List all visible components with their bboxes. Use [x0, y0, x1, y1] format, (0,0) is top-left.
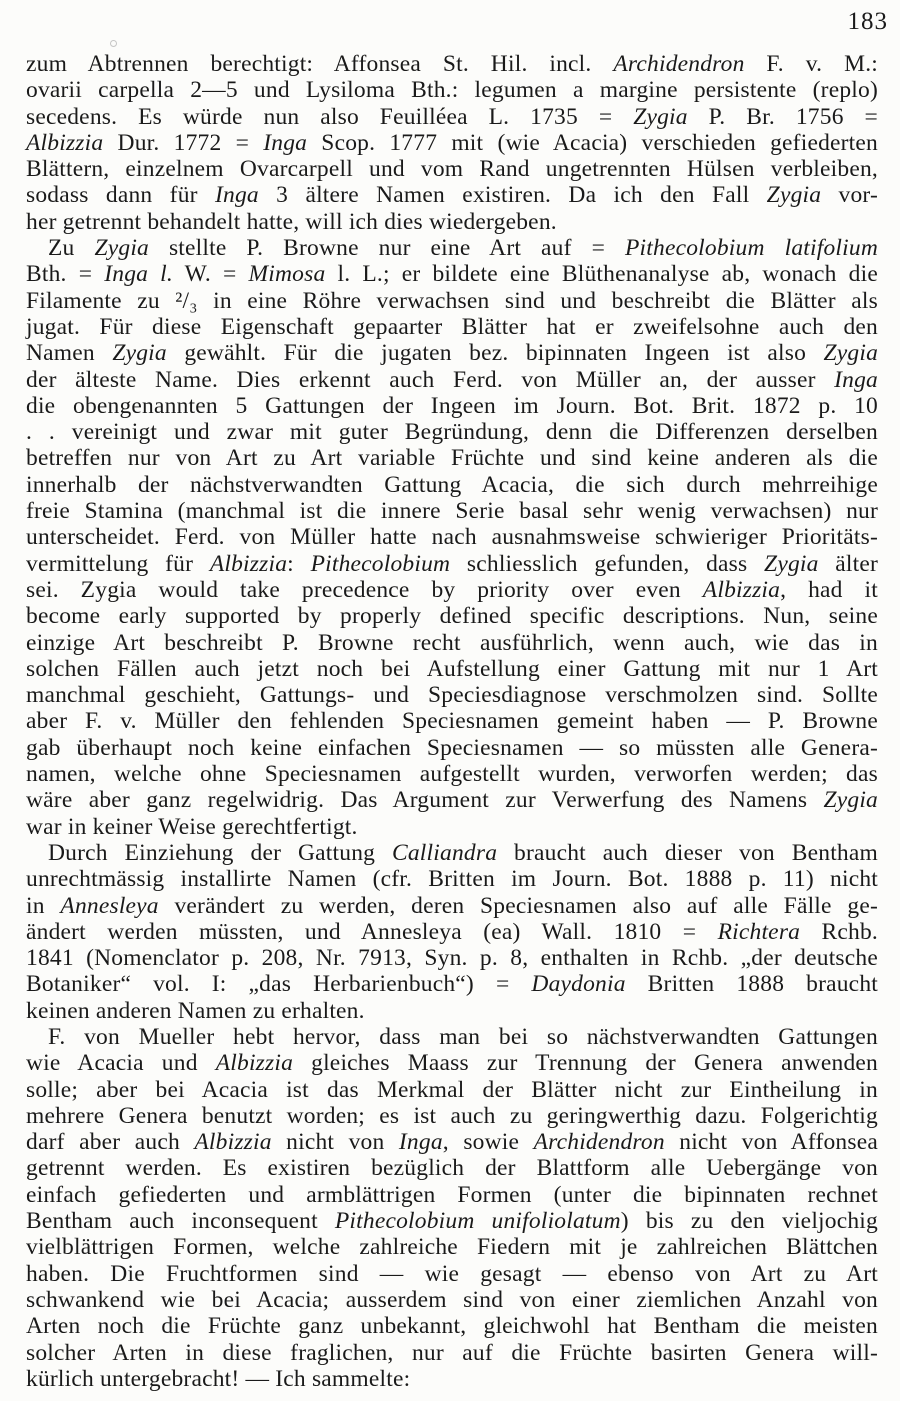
text-line [26, 787, 878, 813]
text-run: nicht von [271, 1129, 399, 1156]
text-line [26, 182, 878, 208]
text-run: darf aber auch [26, 1129, 195, 1156]
text-run: , sowie [442, 1129, 534, 1156]
italic-text-run: Archidendron [533, 1129, 665, 1156]
page-body [26, 51, 878, 1392]
text-run: wie Acacia und [26, 1050, 216, 1077]
text-run: ändert werden müssten, und Annesleya (ea) Wall. 1810 = [26, 918, 718, 945]
text-run: Durch Einziehung der Gattung [48, 839, 392, 866]
text-run: betreffen nur von Art zu Art variable Früchte und sind keine anderen als die [26, 445, 878, 472]
text-line [26, 998, 878, 1024]
italic-text-run: Archidendron [613, 51, 745, 77]
text-run: l. L.; er bildete eine Blüthenanalyse ab, wonach die [325, 261, 878, 288]
italic-text-run: Zygia [823, 787, 878, 814]
text-run: Zu [48, 235, 95, 262]
text-run: einfach gefiederten und armblättrigen Formen (unter die bipinnaten rechnet [26, 1181, 878, 1208]
text-line [26, 288, 878, 314]
text-line [26, 1129, 878, 1155]
text-run: nicht von Affonsea [664, 1129, 878, 1156]
text-line [26, 340, 878, 366]
paragraph [26, 1024, 878, 1392]
text-line [26, 104, 878, 130]
text-run: wäre aber ganz regelwidrig. Das Argument zur Verwerfung des Namens [26, 787, 824, 814]
text-line [26, 209, 878, 235]
text-run: Bentham auch inconsequent [26, 1208, 335, 1235]
italic-text-run: Albizzia [209, 550, 288, 577]
text-run: gab überhaupt noch keine einfachen Speciesnamen — so müssten alle Genera- [26, 734, 878, 761]
text-line [26, 1340, 878, 1366]
text-line [26, 814, 878, 840]
text-line [26, 840, 878, 866]
italic-text-run: Inga [398, 1129, 443, 1156]
text-run: mehrere Genera benutzt worden; es ist auch zu geringwerthig dazu. Folgerichtig [26, 1102, 878, 1129]
text-line [26, 393, 878, 419]
text-run: become early supported by properly defined specific descriptions. Nun, seine [26, 603, 878, 630]
text-run: innerhalb der nächstverwandten Gattung Acacia, die sich durch mehrreihige [26, 471, 878, 498]
text-run: Dur. 1772 = [103, 129, 264, 156]
text-line [26, 1287, 878, 1313]
italic-text-run: Zygia [764, 550, 819, 577]
text-line [26, 919, 878, 945]
text-run: vermittelung für [26, 550, 210, 577]
text-line [26, 1208, 878, 1234]
text-line [26, 551, 878, 577]
text-run: vor- [821, 182, 878, 209]
italic-text-run: Inga [263, 129, 308, 156]
text-run: schliesslich gefunden, dass [450, 550, 765, 577]
text-run: gleiches Maass zur Trennung der Genera anwenden [293, 1050, 878, 1077]
text-run: ovarii carpella 2—5 und Lysiloma Bth.: legumen a margine persistente (replo) [26, 77, 878, 104]
page-number: 183 [847, 8, 888, 35]
italic-text-run: Inga [214, 182, 259, 209]
text-run: zum Abtrennen berechtigt: Affonsea St. Hil. incl. [26, 51, 614, 77]
text-run: sei. Zygia would take precedence by priority over even [26, 576, 703, 603]
text-line [26, 1103, 878, 1129]
text-line [26, 498, 878, 524]
paragraph [26, 51, 878, 235]
text-line [26, 445, 878, 471]
scan-artifact [110, 40, 117, 47]
text-run: solcher Arten in diese fraglichen, nur auf die Früchte basirten Genera will- [26, 1339, 878, 1366]
text-run: Arten noch die Früchte ganz unbekannt, gleichwohl hat Bentham die meisten [26, 1313, 878, 1340]
text-line [26, 866, 878, 892]
paragraph [26, 840, 878, 1024]
text-run: Botaniker“ vol. I: „das Herbarienbuch“) = [26, 971, 532, 998]
italic-text-run: Richtera [717, 918, 801, 945]
text-run: schwankend wie bei Acacia; ausserdem sind von einer ziemlichen Anzahl von [26, 1286, 878, 1313]
text-run: F. von Mueller hebt hervor, dass man bei so nächstverwandten Gattungen [48, 1023, 878, 1050]
text-line [26, 1234, 878, 1260]
text-line [26, 735, 878, 761]
text-line [26, 630, 878, 656]
text-run: unterscheidet. Ferd. von Müller hatte nach ausnahmsweise schwieriger Prioritäts- [26, 524, 878, 551]
text-run: die obengenannten 5 Gattungen der Ingeen im Journ. Bot. Brit. 1872 p. 10 [26, 392, 878, 419]
text-line [26, 945, 878, 971]
text-line [26, 1050, 878, 1076]
italic-text-run: Annesleya [60, 892, 159, 919]
text-line [26, 971, 878, 997]
text-line [26, 314, 878, 340]
text-run: : [287, 550, 311, 577]
text-run: her getrennt behandelt hatte, will ich dies wiedergeben. [26, 208, 557, 235]
italic-text-run: Zygia [633, 103, 688, 130]
text-line [26, 261, 878, 287]
italic-text-run: Pithecolobium unifoliolatum [334, 1208, 621, 1235]
text-run: W. = [172, 261, 249, 288]
text-run: gewählt. Für die jugaten bez. bipinnaten Ingeen ist also [166, 340, 824, 367]
text-run: sodass dann für [26, 182, 215, 209]
text-run: keinen anderen Namen zu erhalten. [26, 997, 365, 1024]
text-run: haben. Die Fruchtformen sind — wie gesagt — ebenso von Art zu Art [26, 1260, 878, 1287]
text-run: Namen [26, 340, 113, 367]
italic-text-run: Zygia [823, 340, 879, 367]
text-run: F. v. M.: [744, 51, 879, 77]
text-line [26, 1077, 878, 1103]
italic-text-run: Calliandra [391, 839, 498, 866]
italic-text-run: Pithecolobium [310, 550, 451, 577]
italic-text-run: Zygia [112, 340, 167, 367]
italic-text-run: Pithecolobium latifolium [625, 235, 879, 262]
text-line [26, 235, 878, 261]
text-line [26, 708, 878, 734]
text-run: der älteste Name. Dies erkennt auch Ferd. von Müller an, der ausser [26, 366, 835, 393]
text-run: getrennt werden. Es existiren bezüglich der Blattform alle Uebergänge von [26, 1155, 878, 1182]
text-line [26, 524, 878, 550]
italic-text-run: Albizzia [702, 576, 781, 603]
italic-text-run: Zygia [94, 235, 149, 262]
text-line [26, 472, 878, 498]
italic-text-run: Albizzia [194, 1129, 272, 1156]
text-run: aber F. v. Müller den fehlenden Speciesnamen gemeint haben — P. Browne [26, 708, 878, 735]
text-line [26, 367, 878, 393]
italic-text-run: Albizzia [26, 129, 104, 156]
text-run: kürlich untergebracht! — Ich sammelte: [26, 1365, 411, 1392]
italic-text-run: Daydonia [531, 971, 626, 998]
text-line [26, 1313, 878, 1339]
text-run: stellte P. Browne nur eine Art auf = [149, 235, 625, 262]
text-run: jugat. Für diese Eigenschaft gepaarter Blätter hat er zweifelsohne auch den [26, 313, 878, 340]
italic-text-run: Albizzia [215, 1050, 294, 1077]
text-run: ) bis zu den vieljochig [620, 1208, 878, 1235]
text-line [26, 603, 878, 629]
text-run: , had it [780, 576, 878, 603]
italic-text-run: Inga l. [104, 261, 173, 288]
text-run: Blättern, einzelnem Ovarcarpell und vom Rand ungetrennten Hülsen verbleiben, [26, 156, 878, 183]
text-run: braucht auch dieser von Bentham [497, 839, 878, 866]
text-line [26, 682, 878, 708]
text-line [26, 1366, 878, 1392]
text-line [26, 761, 878, 787]
text-run: 3 ältere Namen existiren. Da ich den Fall [258, 182, 767, 209]
text-run: Scop. 1777 mit (wie Acacia) verschieden gefiederten [307, 129, 878, 156]
text-run: in [26, 892, 61, 919]
text-run: P. Br. 1756 = [687, 103, 878, 130]
text-run: solchen Fällen auch jetzt noch bei Aufstellung einer Gattung mit nur 1 Art [26, 655, 878, 682]
text-line [26, 1182, 878, 1208]
text-run: Filamente zu ²/₃ in eine Röhre verwachsen sind und beschreibt die Blätter als [26, 287, 878, 314]
text-run: unrechtmässig installirte Namen (cfr. Britten im Journ. Bot. 1888 p. 11) nicht [26, 866, 878, 893]
text-run: älter [818, 550, 878, 577]
text-run: . . vereinigt und zwar mit guter Begründung, denn die Differenzen derselben [26, 419, 878, 446]
text-run: vielblättrigen Formen, welche zahlreiche Fiedern mit je zahlreichen Blättchen [26, 1234, 878, 1261]
text-line [26, 156, 878, 182]
text-line [26, 1024, 878, 1050]
text-run: Rchb. [800, 918, 878, 945]
text-run: einzige Art beschreibt P. Browne recht ausführlich, wenn auch, wie das in [26, 629, 878, 656]
text-line [26, 51, 878, 77]
text-run: Bth. = [26, 261, 105, 288]
italic-text-run: Zygia [766, 182, 822, 209]
text-line [26, 1261, 878, 1287]
text-line [26, 577, 878, 603]
text-run: 1841 (Nomenclator p. 208, Nr. 7913, Syn. p. 8, enthalten in Rchb. „der deutsche [26, 945, 878, 972]
text-run: verändert zu werden, deren Speciesnamen also auf alle Fälle ge- [158, 892, 878, 919]
text-run: solle; aber bei Acacia ist das Merkmal der Blätter nicht zur Eintheilung in [26, 1076, 878, 1103]
text-run: war in keiner Weise gerechtfertigt. [26, 813, 358, 840]
text-line [26, 893, 878, 919]
text-line [26, 77, 878, 103]
italic-text-run: Inga [834, 366, 878, 393]
text-line [26, 1155, 878, 1181]
text-line [26, 656, 878, 682]
text-run: namen, welche ohne Speciesnamen aufgestellt wurden, verworfen werden; das [26, 761, 878, 788]
text-line [26, 130, 878, 156]
text-run: freie Stamina (manchmal ist die innere Serie basal sehr wenig verwachsen) nur [26, 498, 878, 525]
text-line [26, 419, 878, 445]
paragraph [26, 235, 878, 840]
text-run: manchmal geschieht, Gattungs- und Speciesdiagnose verschmolzen sind. Sollte [26, 682, 878, 709]
text-run: secedens. Es würde nun also Feuilléea L. 1735 = [26, 103, 634, 130]
italic-text-run: Mimosa [248, 261, 326, 288]
text-run: Britten 1888 braucht [625, 971, 878, 998]
